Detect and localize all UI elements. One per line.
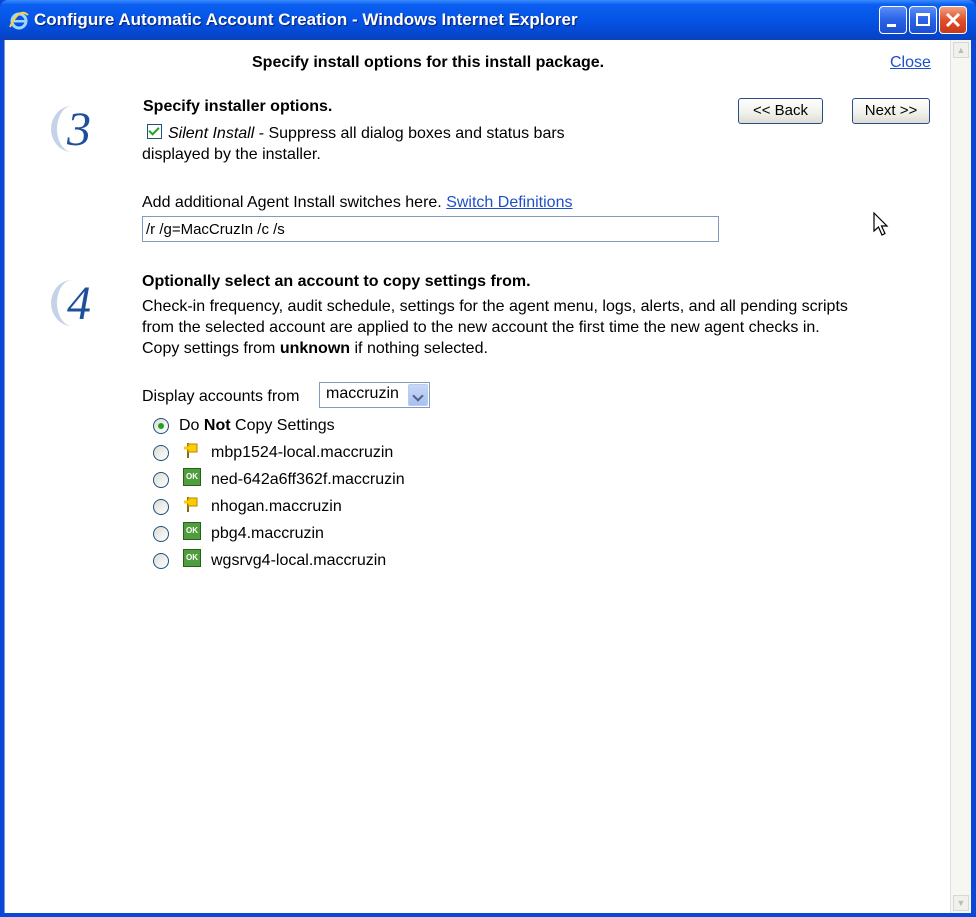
account-radio[interactable] <box>153 472 169 488</box>
account-name: ned-642a6ff362f.maccruzin <box>211 471 405 488</box>
silent-install-row <box>147 124 565 143</box>
chevron-down-icon[interactable] <box>408 384 428 406</box>
mouse-cursor-icon <box>873 212 893 238</box>
account-name: nhogan.maccruzin <box>211 498 342 515</box>
maximize-button[interactable] <box>909 6 937 34</box>
scroll-up-icon[interactable]: ▲ <box>953 42 969 58</box>
display-accounts-select[interactable] <box>319 382 430 408</box>
pending-agent-icon <box>183 441 201 459</box>
vertical-scrollbar[interactable] <box>950 40 971 913</box>
minimize-icon <box>887 24 896 27</box>
switch-definitions-link[interactable]: Switch Definitions <box>446 194 573 211</box>
ok-agent-icon: OK <box>183 522 201 540</box>
display-accounts-label: Display accounts from <box>142 388 300 405</box>
silent-install-checkbox[interactable] <box>147 124 162 139</box>
account-radio[interactable] <box>153 553 169 569</box>
account-radio[interactable] <box>153 526 169 542</box>
scroll-down-icon[interactable]: ▼ <box>953 895 969 911</box>
account-name: pbg4.maccruzin <box>211 525 324 542</box>
account-name: wgsrvg4-local.maccruzin <box>211 552 387 569</box>
switches-label: Add additional Agent Install switches here. <box>142 194 442 211</box>
step-3-heading: Specify installer options. <box>143 98 333 115</box>
ok-agent-icon: OK <box>183 468 201 486</box>
maximize-icon <box>916 13 930 26</box>
silent-install-description-cont: displayed by the installer. <box>142 146 321 163</box>
account-radio[interactable] <box>153 499 169 515</box>
pending-agent-icon <box>183 495 201 513</box>
internet-explorer-icon <box>8 9 30 31</box>
next-button[interactable]: Next >> <box>852 98 930 124</box>
close-window-button[interactable] <box>939 6 967 34</box>
display-accounts-value: maccruzin <box>326 385 399 402</box>
account-name: mbp1524-local.maccruzin <box>211 444 394 461</box>
page-instruction: Specify install options for this install package. <box>252 54 605 71</box>
close-link[interactable]: Close <box>890 54 931 71</box>
page-content <box>4 40 971 913</box>
do-not-copy-label: Do Not Copy Settings <box>179 417 335 434</box>
step-4-heading: Optionally select an account to copy settings from. <box>142 273 531 290</box>
minimize-button[interactable] <box>879 6 907 34</box>
window-title: Configure Automatic Account Creation - Windows Internet Explorer <box>34 10 578 29</box>
install-switches-input[interactable] <box>142 216 719 242</box>
title-bar <box>0 0 976 40</box>
back-button[interactable]: << Back <box>738 98 823 124</box>
close-icon <box>940 7 966 33</box>
switches-row <box>142 194 572 212</box>
step-3-number: 3 <box>51 102 107 158</box>
silent-install-description: - Suppress all dialog boxes and status bars <box>254 125 565 142</box>
account-radio[interactable] <box>153 445 169 461</box>
do-not-copy-radio[interactable] <box>153 418 169 434</box>
silent-install-label: Silent Install <box>168 125 255 142</box>
step-4-description: Check-in frequency, audit schedule, settings for the agent menu, logs, alerts, and all pending scripts from the selected account are applied to the new account the first time the new agent checks in. Copy settings from unknown if nothing selected. <box>142 298 848 357</box>
ok-agent-icon: OK <box>183 549 201 567</box>
step-4-number: 4 <box>51 276 107 332</box>
